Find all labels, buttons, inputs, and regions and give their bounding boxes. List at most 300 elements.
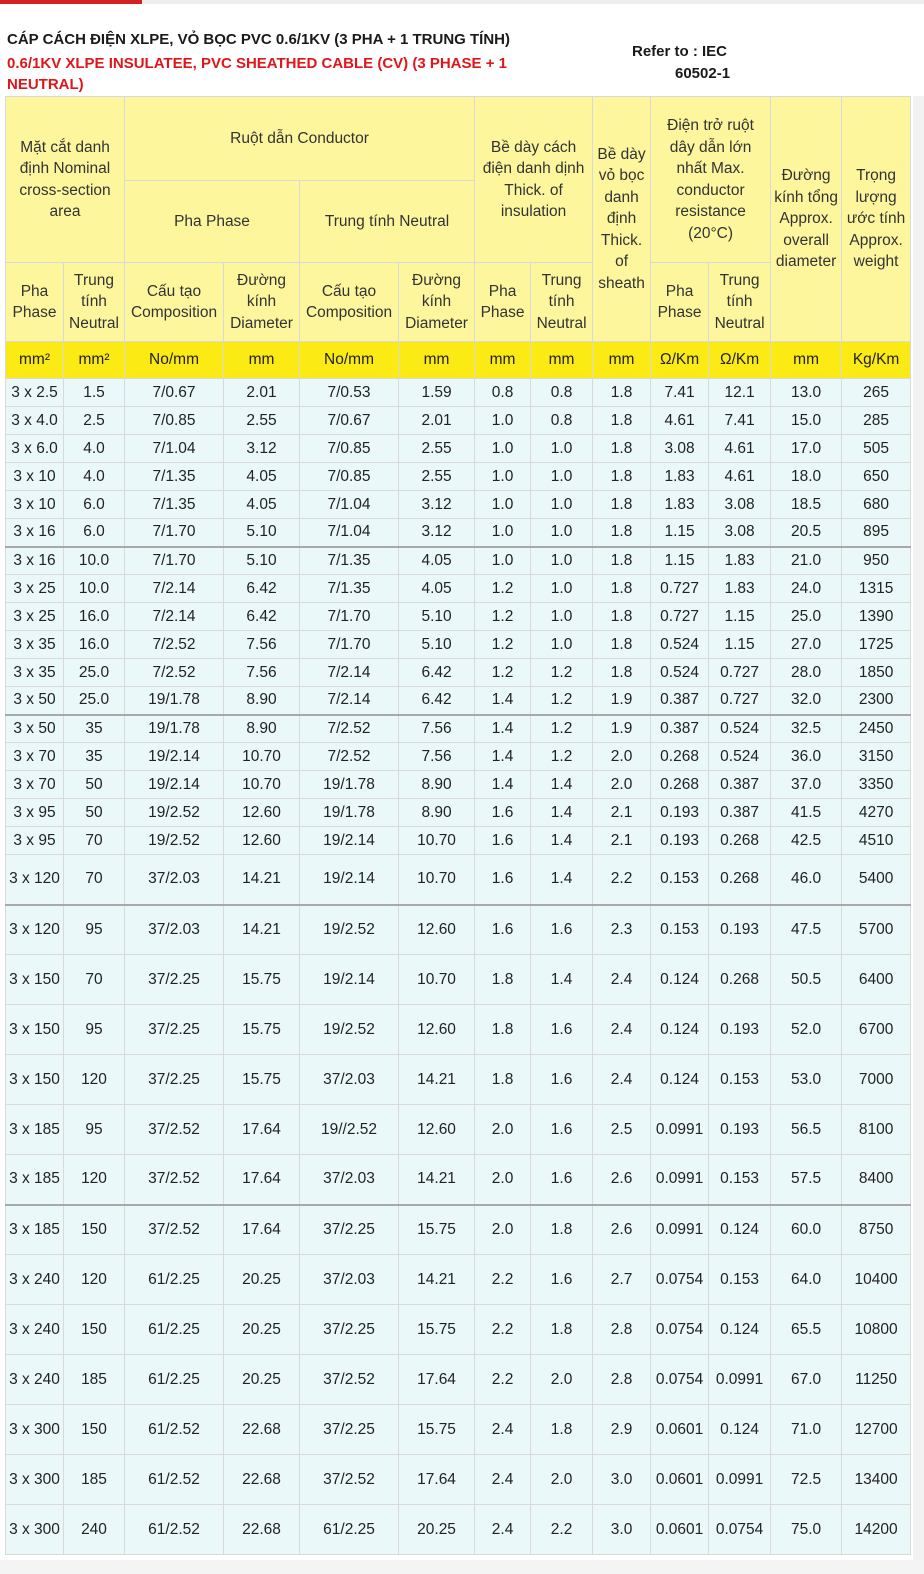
table-cell: 15.75 [224,955,300,1005]
table-cell: 8.90 [224,687,300,715]
table-cell: 19/2.14 [300,855,399,905]
unit-cell: mm [531,342,593,379]
table-cell: 1.8 [593,575,651,603]
table-cell: 15.75 [399,1205,475,1255]
table-cell: 1.0 [531,575,593,603]
table-cell: 1.8 [593,491,651,519]
table-cell: 7/1.35 [300,575,399,603]
table-cell: 20.25 [399,1505,475,1555]
table-cell: 1.4 [531,799,593,827]
table-cell: 1.8 [593,519,651,547]
table-cell: 70 [64,827,125,855]
table-row [6,1205,911,1255]
table-row [6,659,911,687]
table-cell: 19/1.78 [300,799,399,827]
table-cell: 12.60 [399,1105,475,1155]
table-cell: 1.0 [475,491,531,519]
table-cell: 25.0 [64,687,125,715]
table-cell: 14.21 [399,1055,475,1105]
table-cell: 1.8 [593,603,651,631]
unit-cell: mm [399,342,475,379]
table-cell: 64.0 [771,1255,842,1305]
table-cell: 8750 [842,1205,911,1255]
table-cell: 18.0 [771,463,842,491]
table-cell: 3 x 35 [6,659,64,687]
table-cell: 61/2.52 [125,1405,224,1455]
table-cell: 7/1.35 [125,463,224,491]
table-cell: 895 [842,519,911,547]
table-row [6,687,911,715]
table-cell: 1.0 [531,603,593,631]
table-cell: 650 [842,463,911,491]
table-cell: 3 x 10 [6,491,64,519]
table-cell: 35 [64,715,125,743]
table-cell: 7/0.85 [125,407,224,435]
table-cell: 1.0 [531,547,593,575]
table-row [6,1305,911,1355]
table-cell: 2.55 [399,435,475,463]
table-cell: 6.42 [399,687,475,715]
table-cell: 2.1 [593,827,651,855]
table-cell: 50.5 [771,955,842,1005]
table-cell: 1.59 [399,379,475,407]
table-cell: 8100 [842,1105,911,1155]
table-cell: 6700 [842,1005,911,1055]
table-cell: 0.727 [709,659,771,687]
table-cell: 6400 [842,955,911,1005]
table-cell: 52.0 [771,1005,842,1055]
table-cell: 0.124 [709,1405,771,1455]
units-row [6,342,911,379]
table-cell: 1.4 [531,827,593,855]
table-cell: 0.0754 [651,1355,709,1405]
table-cell: 1315 [842,575,911,603]
table-cell: 505 [842,435,911,463]
table-cell: 2.4 [475,1405,531,1455]
table-cell: 3.08 [709,519,771,547]
table-cell: 1.6 [531,1005,593,1055]
table-cell: 3 x 185 [6,1205,64,1255]
table-cell: 5.10 [399,631,475,659]
table-cell: 15.75 [224,1005,300,1055]
table-cell: 7.56 [224,659,300,687]
table-cell: 17.64 [224,1155,300,1205]
table-cell: 0.0754 [651,1255,709,1305]
table-cell: 15.0 [771,407,842,435]
table-cell: 1.6 [531,905,593,955]
table-cell: 7/1.70 [300,603,399,631]
header-insulation-thickness: Bề dày cách điện danh dịnh Thick. of insulation [475,97,593,263]
table-cell: 17.64 [399,1355,475,1405]
table-cell: 7.41 [651,379,709,407]
table-cell: 3.08 [651,435,709,463]
table-cell: 20.25 [224,1305,300,1355]
table-cell: 0.0601 [651,1505,709,1555]
table-cell: 7/0.53 [300,379,399,407]
table-cell: 19/2.14 [300,955,399,1005]
table-cell: 65.5 [771,1305,842,1355]
header-sheath-thickness: Bề dày vỏ bọc danh định Thick. of sheath [593,97,651,342]
table-cell: 2.0 [475,1105,531,1155]
table-cell: 7.56 [399,715,475,743]
table-cell: 2.01 [399,407,475,435]
table-cell: 0.193 [709,1005,771,1055]
table-cell: 0.0754 [709,1505,771,1555]
table-cell: 10.70 [399,855,475,905]
unit-cell: Ω/Km [709,342,771,379]
table-cell: 15.75 [224,1055,300,1105]
table-cell: 1.5 [64,379,125,407]
table-cell: 2.4 [475,1455,531,1505]
table-cell: 4.0 [64,435,125,463]
table-cell: 2.2 [593,855,651,905]
table-row [6,575,911,603]
table-cell: 1.8 [475,1005,531,1055]
table-cell: 2.2 [475,1355,531,1405]
table-cell: 0.0991 [709,1455,771,1505]
table-cell: 1.8 [531,1305,593,1355]
table-cell: 3 x 185 [6,1155,64,1205]
table-cell: 3 x 95 [6,827,64,855]
table-cell: 1.2 [475,659,531,687]
table-cell: 37.0 [771,771,842,799]
standard-reference-line-2: 60502-1 [675,65,731,82]
table-cell: 3.0 [593,1505,651,1555]
table-cell: 0.727 [651,603,709,631]
table-cell: 60.0 [771,1205,842,1255]
table-cell: 8.90 [399,799,475,827]
table-cell: 16.0 [64,603,125,631]
table-cell: 3 x 70 [6,771,64,799]
table-cell: 0.387 [709,771,771,799]
table-cell: 0.387 [651,687,709,715]
table-cell: 12.60 [399,1005,475,1055]
standard-reference-line-1: Refer to : IEC [632,43,728,60]
table-cell: 12.60 [224,827,300,855]
table-cell: 61/2.25 [125,1305,224,1355]
table-cell: 1.15 [709,631,771,659]
table-row [6,715,911,743]
table-cell: 0.268 [651,771,709,799]
table-cell: 1.4 [475,771,531,799]
table-cell: 46.0 [771,855,842,905]
table-cell: 7/2.52 [125,659,224,687]
table-cell: 53.0 [771,1055,842,1105]
table-cell: 2.2 [531,1505,593,1555]
table-cell: 7.56 [399,743,475,771]
table-row [6,407,911,435]
table-cell: 1.6 [531,1255,593,1305]
table-cell: 19/2.52 [300,905,399,955]
table-cell: 680 [842,491,911,519]
table-cell: 2.4 [593,955,651,1005]
table-cell: 1.15 [651,519,709,547]
table-cell: 14200 [842,1505,911,1555]
table-cell: 3 x 70 [6,743,64,771]
table-cell: 2.4 [475,1505,531,1555]
table-cell: 120 [64,1155,125,1205]
table-cell: 8.90 [399,771,475,799]
table-cell: 2300 [842,687,911,715]
table-row [6,1455,911,1505]
table-cell: 3 x 300 [6,1405,64,1455]
table-cell: 265 [842,379,911,407]
table-cell: 1.9 [593,687,651,715]
table-cell: 12700 [842,1405,911,1455]
unit-cell: mm² [64,342,125,379]
table-cell: 150 [64,1205,125,1255]
table-cell: 0.193 [709,905,771,955]
table-row [6,519,911,547]
table-cell: 1.15 [709,603,771,631]
table-cell: 37/2.25 [125,1005,224,1055]
table-cell: 61/2.25 [125,1255,224,1305]
table-cell: 0.153 [651,855,709,905]
table-cell: 3 x 240 [6,1305,64,1355]
table-cell: 19/2.14 [125,743,224,771]
table-row [6,905,911,955]
table-cell: 0.8 [531,379,593,407]
table-cell: 3 x 25 [6,603,64,631]
table-row [6,1355,911,1405]
table-cell: 1.4 [531,855,593,905]
table-cell: 0.124 [651,1055,709,1105]
table-cell: 50 [64,799,125,827]
table-cell: 3.12 [399,519,475,547]
table-cell: 7/2.14 [300,659,399,687]
table-cell: 0.0991 [651,1105,709,1155]
table-cell: 0.153 [709,1155,771,1205]
table-row [6,631,911,659]
table-cell: 3 x 150 [6,955,64,1005]
table-cell: 4.05 [399,575,475,603]
unit-cell: mm [475,342,531,379]
table-cell: 7/1.70 [125,547,224,575]
table-cell: 10.70 [399,827,475,855]
table-cell: 7/2.14 [125,603,224,631]
standard-reference [632,41,762,85]
table-cell: 8400 [842,1155,911,1205]
table-cell: 7/2.14 [300,687,399,715]
table-cell: 0.124 [651,955,709,1005]
table-row [6,827,911,855]
table-cell: 2.0 [593,743,651,771]
table-cell: 32.0 [771,687,842,715]
table-cell: 0.387 [651,715,709,743]
table-cell: 1.0 [531,435,593,463]
table-cell: 1.0 [531,491,593,519]
table-cell: 2.0 [475,1205,531,1255]
table-cell: 24.0 [771,575,842,603]
table-cell: 12.60 [399,905,475,955]
table-cell: 7/1.35 [300,547,399,575]
table-cell: 3.0 [593,1455,651,1505]
table-cell: 7/1.04 [300,519,399,547]
header-conductor-neutral: Trung tính Neutral [300,181,475,263]
table-cell: 1.2 [531,687,593,715]
table-cell: 3150 [842,743,911,771]
table-cell: 2.8 [593,1305,651,1355]
table-cell: 185 [64,1355,125,1405]
table-row [6,491,911,519]
table-cell: 19//2.52 [300,1105,399,1155]
table-cell: 7/2.52 [300,715,399,743]
table-cell: 1.0 [531,631,593,659]
table-cell: 4.05 [224,463,300,491]
table-cell: 0.124 [651,1005,709,1055]
table-cell: 37/2.03 [125,905,224,955]
table-cell: 0.8 [531,407,593,435]
header-max-resistance: Điện trở ruột dây dẫn lớn nhất Max. conductor resistance (20°C) [651,97,771,263]
table-cell: 2.0 [531,1455,593,1505]
table-cell: 2.1 [593,799,651,827]
table-cell: 22.68 [224,1505,300,1555]
table-cell: 7.41 [709,407,771,435]
table-cell: 2.2 [475,1305,531,1355]
table-cell: 6.0 [64,519,125,547]
table-cell: 1.8 [593,435,651,463]
table-cell: 1.15 [651,547,709,575]
table-cell: 61/2.25 [125,1355,224,1405]
table-cell: 1.2 [475,575,531,603]
table-cell: 2450 [842,715,911,743]
table-cell: 0.8 [475,379,531,407]
table-cell: 47.5 [771,905,842,955]
table-row [6,1005,911,1055]
table-cell: 1.4 [531,955,593,1005]
table-cell: 240 [64,1505,125,1555]
header-phase-composition: Cấu tạo Composition [125,263,224,342]
table-cell: 1.2 [475,603,531,631]
table-cell: 4.0 [64,463,125,491]
table-cell: 0.524 [709,743,771,771]
table-cell: 1.0 [475,519,531,547]
table-cell: 2.55 [399,463,475,491]
table-cell: 37/2.25 [300,1405,399,1455]
table-cell: 5.10 [399,603,475,631]
table-cell: 0.0991 [651,1205,709,1255]
header-phase-diameter: Đường kính Diameter [224,263,300,342]
table-row [6,1405,911,1455]
table-cell: 3 x 240 [6,1355,64,1405]
table-cell: 1.83 [651,463,709,491]
table-row [6,1055,911,1105]
table-cell: 3 x 150 [6,1055,64,1105]
header-neutral-diameter: Đường kính Diameter [399,263,475,342]
table-row [6,1255,911,1305]
table-cell: 1.83 [709,547,771,575]
table-cell: 4.61 [651,407,709,435]
table-cell: 12.60 [224,799,300,827]
table-cell: 27.0 [771,631,842,659]
table-cell: 50 [64,771,125,799]
table-cell: 0.524 [651,659,709,687]
table-cell: 7/1.04 [125,435,224,463]
table-row [6,1105,911,1155]
unit-cell: No/mm [300,342,399,379]
table-cell: 5400 [842,855,911,905]
table-cell: 0.0991 [709,1355,771,1405]
table-cell: 0.153 [709,1055,771,1105]
table-cell: 2.6 [593,1205,651,1255]
table-cell: 8.90 [224,715,300,743]
table-cell: 19/2.52 [125,827,224,855]
table-cell: 1.8 [531,1205,593,1255]
table-cell: 67.0 [771,1355,842,1405]
table-cell: 10.0 [64,547,125,575]
table-cell: 72.5 [771,1455,842,1505]
table-cell: 32.5 [771,715,842,743]
table-row [6,855,911,905]
table-cell: 0.193 [651,827,709,855]
table-cell: 19/1.78 [125,687,224,715]
table-cell: 1.0 [475,435,531,463]
table-body [6,379,911,1555]
table-cell: 15.75 [399,1305,475,1355]
table-cell: 22.68 [224,1405,300,1455]
table-cell: 37/2.25 [300,1305,399,1355]
table-cell: 6.42 [399,659,475,687]
table-cell: 1850 [842,659,911,687]
table-cell: 3.12 [224,435,300,463]
table-cell: 1390 [842,603,911,631]
table-cell: 1.0 [531,519,593,547]
table-cell: 3 x 240 [6,1255,64,1305]
header-conductor-phase: Pha Phase [125,181,300,263]
table-cell: 5.10 [224,519,300,547]
table-cell: 7/2.14 [125,575,224,603]
table-cell: 1.8 [593,379,651,407]
table-cell: 2.5 [593,1105,651,1155]
table-cell: 15.75 [399,1405,475,1455]
table-cell: 6.0 [64,491,125,519]
table-cell: 95 [64,1005,125,1055]
unit-cell: mm [224,342,300,379]
table-cell: 3 x 16 [6,547,64,575]
table-cell: 1.8 [593,547,651,575]
table-cell: 1.4 [475,687,531,715]
table-cell: 0.268 [709,827,771,855]
table-cell: 7/1.04 [300,491,399,519]
table-cell: 2.3 [593,905,651,955]
table-cell: 28.0 [771,659,842,687]
table-cell: 10.70 [399,955,475,1005]
table-cell: 6.42 [224,603,300,631]
table-cell: 37/2.52 [125,1205,224,1255]
table-cell: 0.153 [709,1255,771,1305]
table-cell: 21.0 [771,547,842,575]
table-cell: 1.6 [475,827,531,855]
table-cell: 1.0 [475,407,531,435]
table-cell: 71.0 [771,1405,842,1455]
table-cell: 2.8 [593,1355,651,1405]
unit-cell: mm [593,342,651,379]
table-cell: 25.0 [771,603,842,631]
table-cell: 120 [64,1055,125,1105]
header-overall-diameter: Đường kính tổng Approx. overall diameter [771,97,842,342]
table-row [6,603,911,631]
table-cell: 37/2.03 [300,1055,399,1105]
table-cell: 0.268 [651,743,709,771]
table-cell: 1.6 [475,905,531,955]
table-header [6,97,911,379]
table-row [6,435,911,463]
table-cell: 7/0.85 [300,435,399,463]
table-cell: 7/1.35 [125,491,224,519]
table-cell: 35 [64,743,125,771]
table-cell: 37/2.03 [300,1155,399,1205]
table-cell: 1.4 [475,743,531,771]
